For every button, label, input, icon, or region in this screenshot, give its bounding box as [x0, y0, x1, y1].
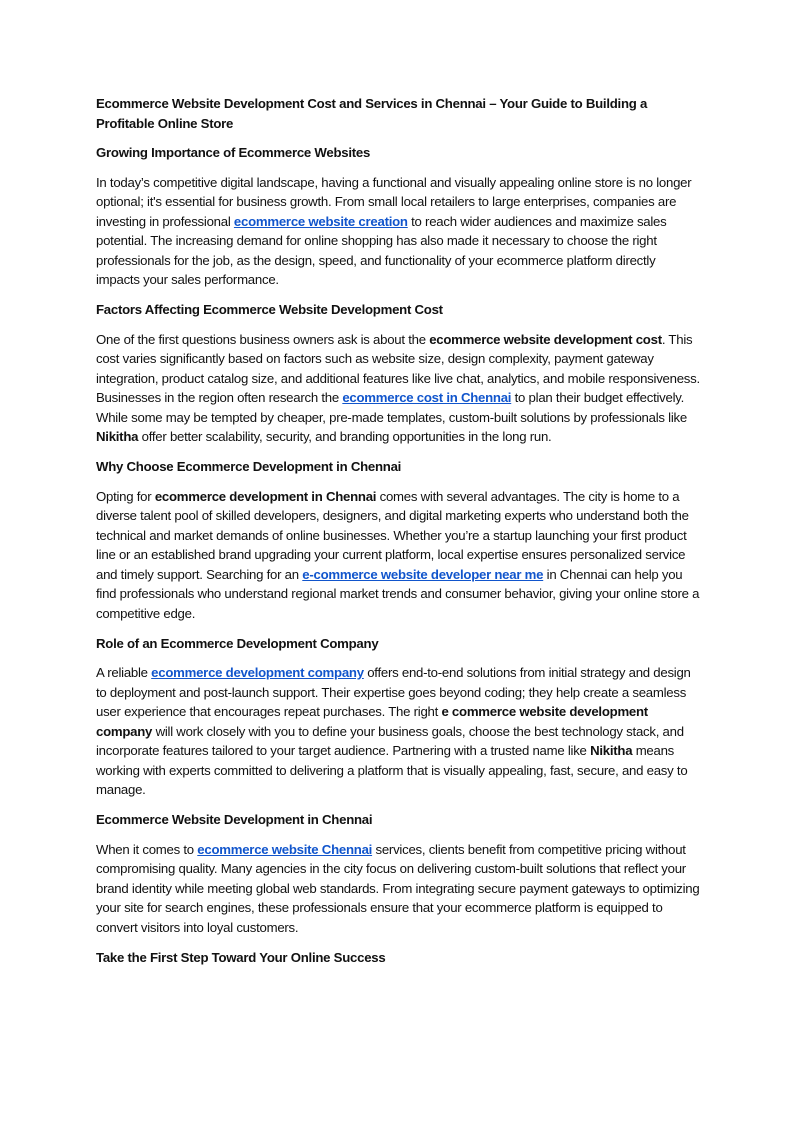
section-paragraph: [96, 330, 702, 447]
section-paragraph: [96, 840, 702, 938]
paragraph-text: to reach wider audiences and maximize sales potential. The increasing demand for online shopping has also made it necessary to choose the right professionals for the job, as the design, speed, and functionality of your ecommerce platform directly impacts your sales performance.: [96, 213, 667, 287]
document-page: [96, 94, 702, 977]
bold-text: ecommerce development in Chennai: [154, 488, 377, 504]
inline-link[interactable]: e-commerce website developer near me: [302, 566, 544, 582]
section-heading: Ecommerce Website Development in Chennai: [96, 812, 373, 827]
paragraph-text: When it comes to: [96, 841, 198, 857]
paragraph-text: to plan their budget effectively. While some may be tempted by cheaper, pre-made templates, custom-built solutions by professionals like: [96, 390, 687, 425]
inline-link[interactable]: ecommerce development company: [151, 665, 364, 680]
paragraph-text: . This cost varies significantly based on factors such as website size, design complexity, payment gateway integration, product catalog size, and additional features like live chat, analytics, and mobile responsiveness. Businesses in the region often research the: [96, 331, 700, 405]
paragraph-text: One of the first questions business owners ask is about the: [96, 331, 430, 347]
paragraph-text: In today’s competitive digital landscape, having a functional and visually appealing online store is no longer optional; it's essential for business growth. From small local retailers to large enterprises, companies are investing in professional: [96, 174, 692, 229]
document-title: Ecommerce Website Development Cost and Services in Chennai – Your Guide to Building a Profitable Online Store: [96, 96, 648, 131]
paragraph-text: services, clients benefit from competitive pricing without compromising quality. Many agencies in the city focus on delivering custom-built solutions that reflect your brand identity while meeting global web standards. From integrating secure payment gateways to optimizing your site for search engines, these professionals ensure that your ecommerce platform is equipped to convert visitors into loyal customers.: [96, 841, 700, 935]
section-heading: Growing Importance of Ecommerce Websites: [96, 145, 371, 160]
paragraph-text: will work closely with you to define your business goals, choose the best technology stack, and incorporate features tailored to your target audience. Partnering with a trusted name like: [96, 723, 684, 758]
inline-link[interactable]: ecommerce website creation: [233, 213, 408, 229]
inline-link[interactable]: ecommerce website Chennai: [197, 841, 373, 857]
bold-text: e commerce website development company: [96, 704, 648, 739]
section-heading: Factors Affecting Ecommerce Website Development Cost: [96, 302, 443, 317]
paragraph-text: A reliable: [96, 665, 152, 680]
bold-text: Nikitha: [590, 743, 633, 758]
inline-link[interactable]: ecommerce cost in Chennai: [342, 390, 512, 405]
section-heading: Take the First Step Toward Your Online Success: [96, 949, 386, 965]
paragraph-text: offers end-to-end solutions from initial strategy and design to deployment and post-launch support. Their expertise goes beyond coding; they help create a seamless user experience that encourages repeat purchases. The right: [96, 665, 691, 719]
bold-text: Nikitha: [96, 429, 139, 444]
paragraph-text: comes with several advantages. The city is home to a diverse talent pool of skilled developers, designers, and digital marketing experts who understand both the technical and market demands of online businesses. Whether you’re a startup launching your first product line or an established brand upgrading your current platform, local expertise ensures personalized service and timely support. Searching for an: [96, 488, 689, 582]
section-paragraph: [96, 663, 702, 800]
section-heading: Why Choose Ecommerce Development in Chennai: [96, 459, 402, 474]
paragraph-text: offer better scalability, security, and branding opportunities in the long run.: [138, 429, 552, 444]
document-body: [96, 143, 702, 967]
section-heading: Role of an Ecommerce Development Company: [96, 635, 379, 651]
section-paragraph: [96, 173, 702, 290]
paragraph-text: means working with experts committed to delivering a platform that is visually appealing, fast, secure, and easy to manage.: [96, 743, 688, 797]
bold-text: ecommerce website development cost: [429, 331, 662, 347]
paragraph-text: Opting for: [96, 488, 155, 504]
section-paragraph: [96, 487, 702, 624]
paragraph-text: in Chennai can help you find professionals who understand regional market trends and consumer behavior, giving your online store a competitive edge.: [96, 566, 700, 621]
